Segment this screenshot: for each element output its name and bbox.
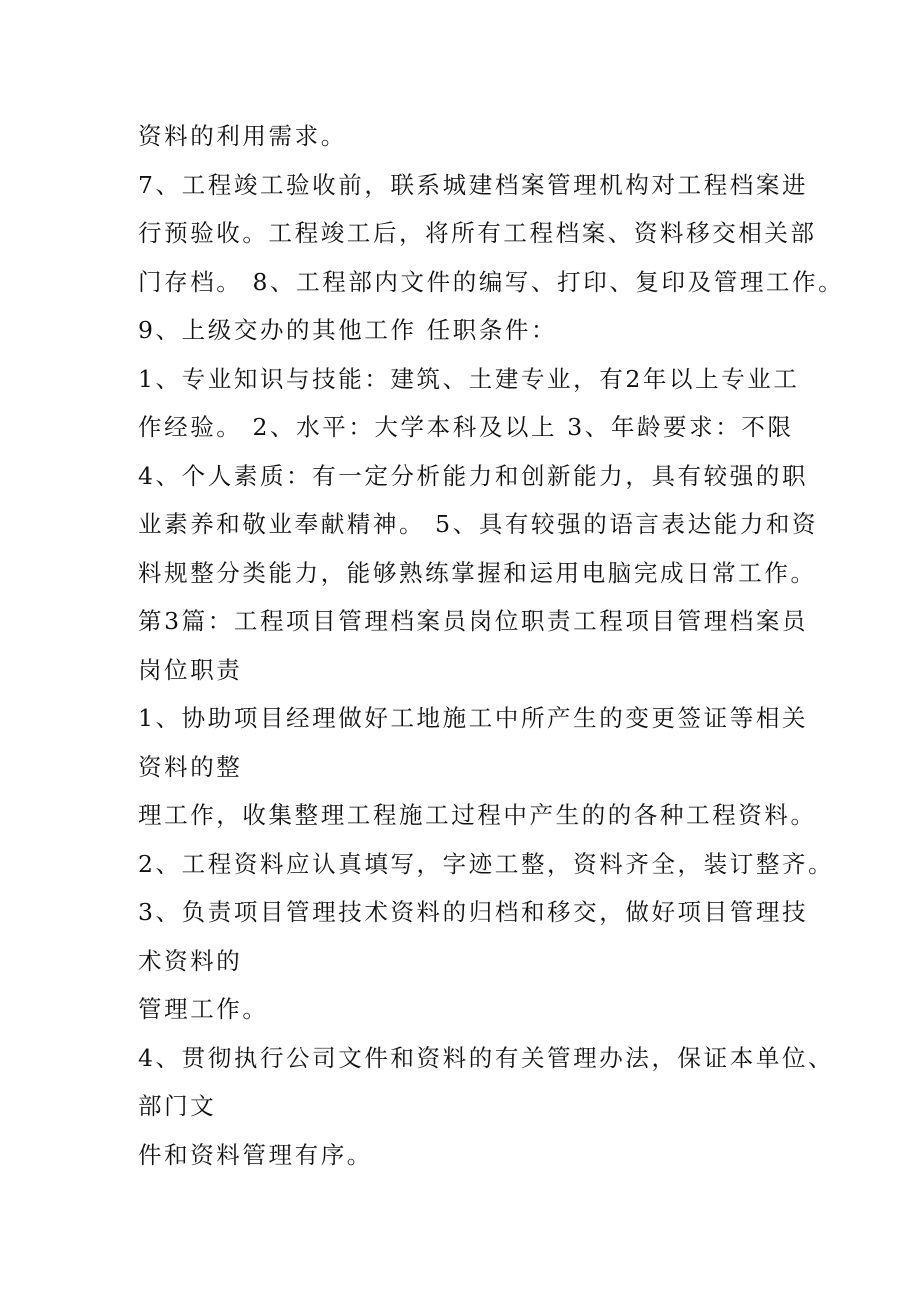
text-line: 1、协助项目经理做好工地施工中所产生的变更签证等相关 — [138, 704, 809, 732]
text-line: 料规整分类能力，能够熟练掌握和运用电脑完成日常工作。 — [138, 558, 817, 587]
text-line: 1、专业知识与技能：建筑、土建专业，有2年以上专业工 — [138, 364, 800, 393]
text-line: 业素养和敬业奉献精神。 5、具有较强的语言表达能力和资 — [138, 510, 819, 538]
document-body — [138, 112, 845, 1179]
text-line: 件和资料管理有序。 — [138, 1140, 373, 1169]
text-line: 4、贯彻执行公司文件和资料的有关管理办法，保证本单位、 — [138, 1043, 835, 1072]
text-line: 管理工作。 — [138, 995, 269, 1023]
section-heading-line: 第3篇：工程项目管理档案员岗位职责工程项目管理档案员 — [138, 607, 809, 635]
text-line: 作经验。 2、水平：大学本科及以上 3、年龄要求：不限 — [138, 413, 794, 441]
text-line: 7、工程竣工验收前，联系城建档案管理机构对工程档案进 — [138, 170, 809, 199]
text-line: 术资料的 — [138, 946, 243, 975]
text-line: 2、工程资料应认真填写，字迹工整，资料齐全，装订整齐。 — [138, 849, 835, 878]
text-line: 资料的利用需求。 — [138, 122, 347, 150]
text-line: 3、负责项目管理技术资料的归档和移交，做好项目管理技 — [138, 898, 809, 926]
text-line: 门存档。 8、工程部内文件的编写、打印、复印及管理工作。 — [138, 267, 845, 296]
text-line: 资料的整 — [138, 752, 243, 781]
text-line: 4、个人素质：有一定分析能力和创新能力，具有较强的职 — [138, 461, 809, 490]
section-heading-line: 岗位职责 — [138, 655, 243, 684]
text-line: 行预验收。工程竣工后，将所有工程档案、资料移交相关部 — [138, 219, 817, 247]
text-line: 部门文 — [138, 1092, 217, 1120]
text-line: 9、上级交办的其他工作 任职条件： — [138, 316, 558, 344]
text-line: 理工作，收集整理工程施工过程中产生的的各种工程资料。 — [138, 801, 817, 829]
